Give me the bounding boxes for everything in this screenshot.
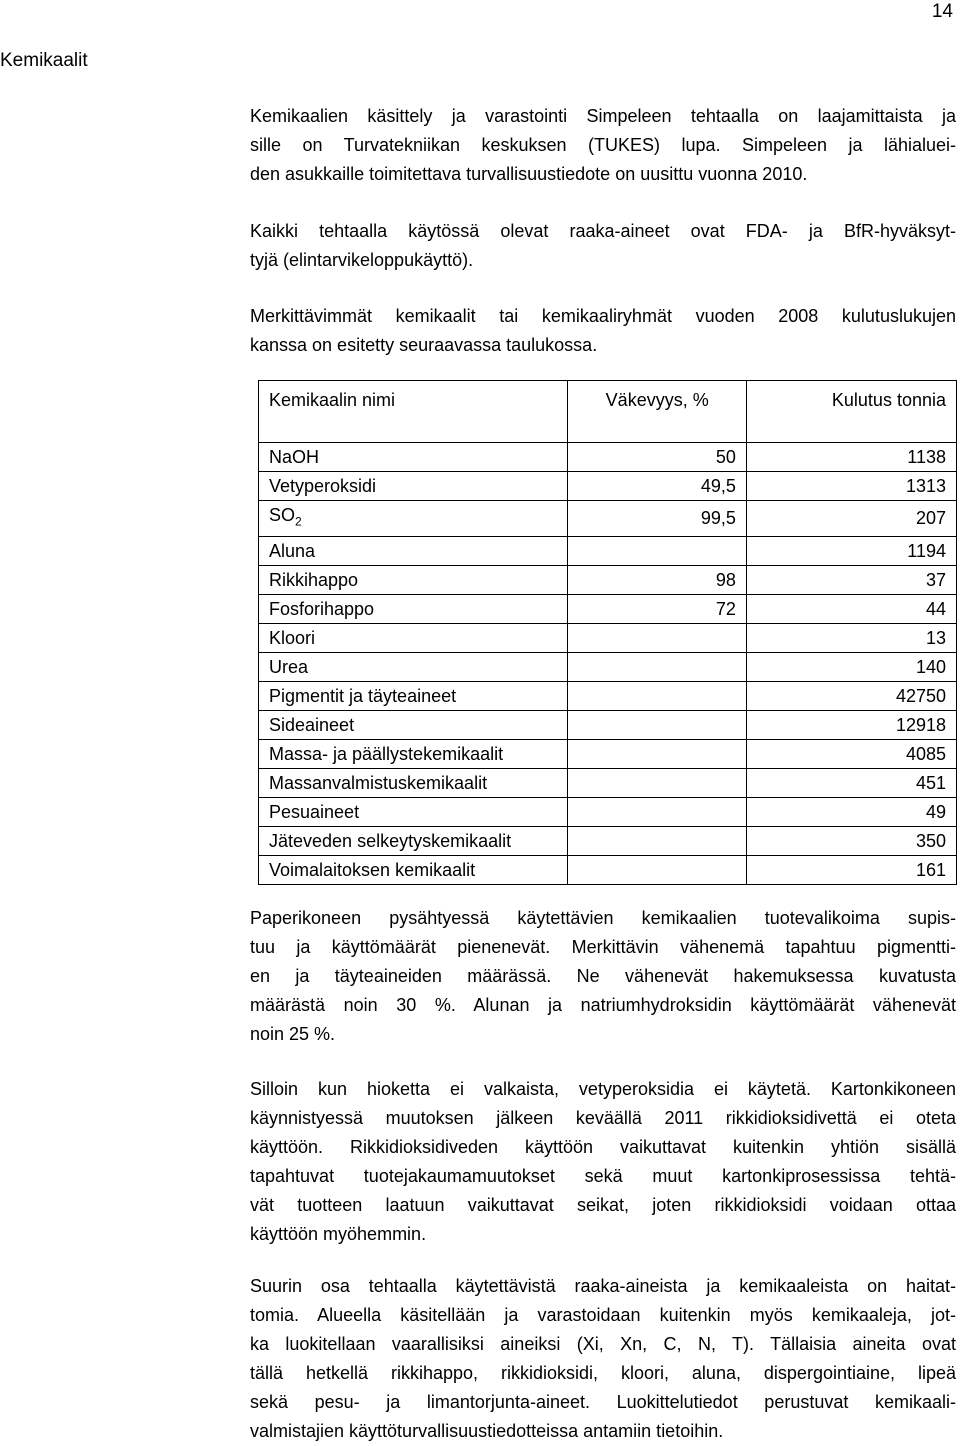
text-line: Silloin kun hioketta ei valkaista, vetyperoksidia ei käytetä. Kartonkikoneen <box>250 1079 956 1099</box>
cell-concentration <box>568 536 746 565</box>
text-line: Kemikaalien käsittely ja varastointi Simpeleen tehtaalla on laajamittaista ja <box>250 106 956 126</box>
table-row <box>259 768 957 797</box>
cell-consumption: 42750 <box>746 681 956 710</box>
cell-concentration <box>568 826 746 855</box>
paragraph-bleaching <box>250 1075 956 1249</box>
table-header-row <box>259 381 957 424</box>
paragraph-intro <box>250 102 956 189</box>
table-row <box>259 739 957 768</box>
table-spacer-row <box>259 423 957 443</box>
cell-concentration <box>568 768 746 797</box>
cell-concentration <box>568 710 746 739</box>
cell-concentration: 98 <box>568 565 746 594</box>
cell-concentration <box>568 739 746 768</box>
cell-consumption: 1194 <box>746 536 956 565</box>
header-concentration: Väkevyys, % <box>568 381 746 424</box>
cell-name: NaOH <box>259 443 568 472</box>
cell-concentration <box>568 855 746 884</box>
page-number: 14 <box>931 1 953 22</box>
text-line: tuu ja käyttömäärät pienenevät. Merkittävin vähenemä tapahtuu pigmentti- <box>250 937 956 957</box>
text-line: tyjä (elintarvikeloppukäyttö). <box>250 250 474 270</box>
paragraph-hazardous <box>250 1272 956 1446</box>
cell-concentration: 49,5 <box>568 472 746 501</box>
text-line: noin 25 %. <box>250 1024 336 1044</box>
cell-concentration: 50 <box>568 443 746 472</box>
text-line: vät tuotteen laatuun vaikuttavat seikat, joten rikkidioksidi voidaan ottaa <box>250 1195 956 1215</box>
cell-name: Massanvalmistuskemikaalit <box>259 768 568 797</box>
table-row <box>259 594 957 623</box>
text-line: käyttöön myöhemmin. <box>250 1224 427 1244</box>
cell-consumption: 49 <box>746 797 956 826</box>
cell-name: Kloori <box>259 623 568 652</box>
section-title: Kemikaalit <box>0 50 88 71</box>
cell-consumption: 161 <box>746 855 956 884</box>
cell-consumption: 12918 <box>746 710 956 739</box>
text-line: valmistajien käyttöturvallisuustiedotteissa antamiin tietoihin. <box>250 1421 724 1441</box>
cell-name-text: SO <box>269 505 296 525</box>
text-line: kanssa on esitetty seuraavassa taulukossa. <box>250 335 598 355</box>
table-row <box>259 443 957 472</box>
text-line: määrästä noin 30 %. Alunan ja natriumhydroksidin käyttömäärät vähenevät <box>250 995 956 1015</box>
text-line: tomia. Alueella käsitellään ja varastoidaan kuitenkin myös kemikaaleja, jot- <box>250 1305 956 1325</box>
cell-consumption: 4085 <box>746 739 956 768</box>
table-row <box>259 472 957 501</box>
cell-consumption: 13 <box>746 623 956 652</box>
cell-consumption: 140 <box>746 652 956 681</box>
cell-consumption: 1313 <box>746 472 956 501</box>
cell-consumption: 44 <box>746 594 956 623</box>
cell-name: Pesuaineet <box>259 797 568 826</box>
cell-name-subscript: 2 <box>295 514 302 529</box>
table-row <box>259 652 957 681</box>
cell-consumption: 451 <box>746 768 956 797</box>
text-line: Suurin osa tehtaalla käytettävistä raaka-aineista ja kemikaaleista on haitat- <box>250 1276 956 1296</box>
table-row <box>259 681 957 710</box>
cell-name <box>259 501 568 537</box>
paragraph-machine-stop <box>250 904 956 1049</box>
table-row <box>259 501 957 537</box>
text-line: ka luokitellaan vaarallisiksi aineiksi (Xi, Xn, C, N, T). Tällaisia aineita ovat <box>250 1334 956 1354</box>
header-chemical-name: Kemikaalin nimi <box>259 381 568 424</box>
cell-name: Vetyperoksidi <box>259 472 568 501</box>
text-line: Paperikoneen pysähtyessä käytettävien kemikaalien tuotevalikoima supis- <box>250 908 956 928</box>
cell-concentration: 72 <box>568 594 746 623</box>
cell-consumption: 1138 <box>746 443 956 472</box>
cell-name: Aluna <box>259 536 568 565</box>
chemicals-table <box>258 380 957 885</box>
cell-consumption: 207 <box>746 501 956 537</box>
cell-concentration <box>568 681 746 710</box>
cell-concentration <box>568 797 746 826</box>
text-line: tapahtuvat tuotejakaumamuutokset sekä muut kartonkiprosessissa tehtä- <box>250 1166 956 1186</box>
cell-consumption: 37 <box>746 565 956 594</box>
text-line: den asukkaille toimitettava turvallisuustiedote on uusittu vuonna 2010. <box>250 164 808 184</box>
table-row <box>259 710 957 739</box>
text-line: Kaikki tehtaalla käytössä olevat raaka-aineet ovat FDA- ja BfR-hyväksyt- <box>250 221 956 241</box>
cell-name: Urea <box>259 652 568 681</box>
table-row <box>259 623 957 652</box>
table-row <box>259 536 957 565</box>
text-line: käyttöön. Rikkidioksidiveden käyttöön vaikuttavat kuitenkin yhtiön sisällä <box>250 1137 956 1157</box>
cell-consumption: 350 <box>746 826 956 855</box>
cell-name: Fosforihappo <box>259 594 568 623</box>
cell-name: Jäteveden selkeytyskemikaalit <box>259 826 568 855</box>
header-consumption: Kulutus tonnia <box>746 381 956 424</box>
cell-name: Pigmentit ja täyteaineet <box>259 681 568 710</box>
cell-concentration <box>568 623 746 652</box>
cell-name: Massa- ja päällystekemikaalit <box>259 739 568 768</box>
table-row <box>259 797 957 826</box>
table-row <box>259 826 957 855</box>
cell-name: Rikkihappo <box>259 565 568 594</box>
cell-concentration <box>568 652 746 681</box>
cell-name: Voimalaitoksen kemikaalit <box>259 855 568 884</box>
table-row <box>259 855 957 884</box>
text-line: Merkittävimmät kemikaalit tai kemikaaliryhmät vuoden 2008 kulutuslukujen <box>250 306 956 326</box>
table-row <box>259 565 957 594</box>
cell-name: Sideaineet <box>259 710 568 739</box>
text-line: en ja täyteaineiden määrässä. Ne vähenevät hakemuksessa kuvatusta <box>250 966 956 986</box>
paragraph-approvals <box>250 217 956 275</box>
text-line: tällä hetkellä rikkihappo, rikkidioksidi, kloori, aluna, dispergointiaine, lipeä <box>250 1363 956 1383</box>
cell-concentration: 99,5 <box>568 501 746 537</box>
text-line: sekä pesu- ja limantorjunta-aineet. Luokittelutiedot perustuvat kemikaali- <box>250 1392 956 1412</box>
text-line: sille on Turvatekniikan keskuksen (TUKES) lupa. Simpeleen ja lähialuei- <box>250 135 956 155</box>
paragraph-table-intro <box>250 302 956 360</box>
text-line: käynnistyessä muutoksen jälkeen keväällä 2011 rikkidioksidivettä ei oteta <box>250 1108 956 1128</box>
